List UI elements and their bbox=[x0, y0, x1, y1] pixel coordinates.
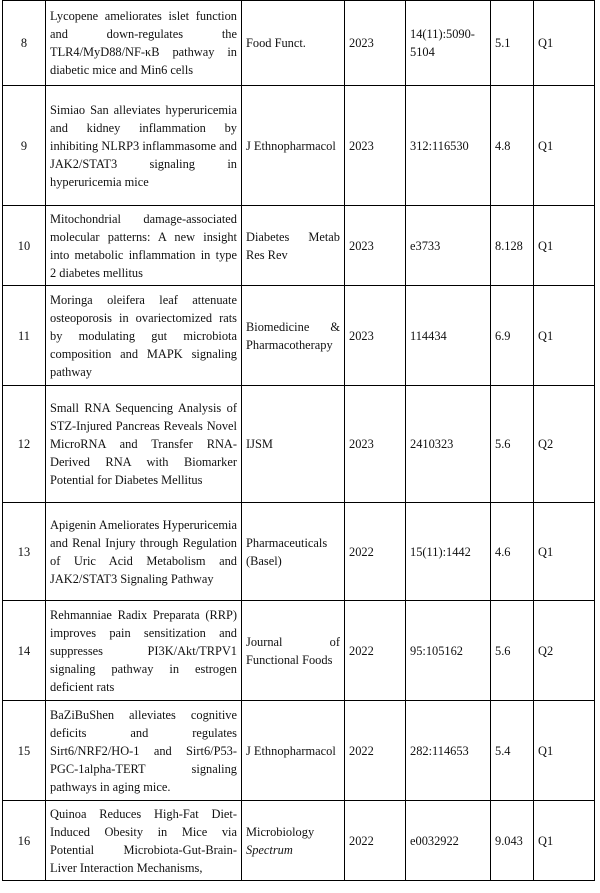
table-row bbox=[3, 386, 595, 503]
volume-pages: 95:105162 bbox=[406, 601, 491, 701]
row-number: 11 bbox=[3, 286, 46, 386]
journal-name-text: Journal of Functional Foods bbox=[246, 634, 340, 667]
journal-name bbox=[242, 386, 345, 503]
publication-year: 2022 bbox=[345, 701, 406, 801]
paper-title: Rehmanniae Radix Preparata (RRP) improves pain sensitization and suppresses PI3K/Akt/TRPV1 signaling pathway in estrogen deficient rats bbox=[46, 601, 242, 701]
row-number: 8 bbox=[3, 1, 46, 86]
volume-pages: 14(11):5090-5104 bbox=[406, 1, 491, 86]
volume-pages: e0032922 bbox=[406, 801, 491, 881]
quartile: Q2 bbox=[534, 601, 595, 701]
journal-name bbox=[242, 503, 345, 601]
journal-name-text: J Ethnopharmacol bbox=[246, 138, 336, 153]
paper-title: Moringa oleifera leaf attenuate osteoporosis in ovariectomized rats by modulating gut microbiota composition and MAPK signaling pathway bbox=[46, 286, 242, 386]
paper-title: Small RNA Sequencing Analysis of STZ-Injured Pancreas Reveals Novel MicroRNA and Transfer RNA-Derived RNA with Biomarker Potential for Diabetes Mellitus bbox=[46, 386, 242, 503]
journal-name-italic: Spectrum bbox=[246, 842, 293, 857]
paper-title: Quinoa Reduces High-Fat Diet-Induced Obesity in Mice via Potential Microbiota-Gut-Brain-Liver Interaction Mechanisms, bbox=[46, 801, 242, 881]
impact-factor: 5.6 bbox=[491, 601, 534, 701]
quartile: Q1 bbox=[534, 86, 595, 206]
table-row bbox=[3, 503, 595, 601]
impact-factor: 4.8 bbox=[491, 86, 534, 206]
table-row bbox=[3, 701, 595, 801]
journal-name bbox=[242, 601, 345, 701]
row-number: 9 bbox=[3, 86, 46, 206]
journal-name bbox=[242, 801, 345, 881]
publication-year: 2023 bbox=[345, 386, 406, 503]
paper-title: Apigenin Ameliorates Hyperuricemia and Renal Injury through Regulation of Uric Acid Metabolism and JAK2/STAT3 Signaling Pathway bbox=[46, 503, 242, 601]
table-row bbox=[3, 801, 595, 881]
publication-year: 2023 bbox=[345, 86, 406, 206]
impact-factor: 8.128 bbox=[491, 206, 534, 286]
journal-name-text: Diabetes Metab Res Rev bbox=[246, 229, 340, 262]
row-number: 14 bbox=[3, 601, 46, 701]
row-number: 15 bbox=[3, 701, 46, 801]
publication-year: 2023 bbox=[345, 286, 406, 386]
journal-name-text: Pharmaceuticals (Basel) bbox=[246, 535, 328, 568]
row-number: 10 bbox=[3, 206, 46, 286]
publication-year: 2023 bbox=[345, 206, 406, 286]
journal-name bbox=[242, 701, 345, 801]
table-row bbox=[3, 86, 595, 206]
row-number: 13 bbox=[3, 503, 46, 601]
table-row bbox=[3, 286, 595, 386]
row-number: 12 bbox=[3, 386, 46, 503]
journal-name bbox=[242, 206, 345, 286]
quartile: Q1 bbox=[534, 801, 595, 881]
volume-pages: 2410323 bbox=[406, 386, 491, 503]
quartile: Q2 bbox=[534, 386, 595, 503]
impact-factor: 4.6 bbox=[491, 503, 534, 601]
journal-name bbox=[242, 86, 345, 206]
paper-title: Simiao San alleviates hyperuricemia and kidney inflammation by inhibiting NLRP3 inflammasome and JAK2/STAT3 signaling in hyperuricemia mice bbox=[46, 86, 242, 206]
impact-factor: 9.043 bbox=[491, 801, 534, 881]
volume-pages: e3733 bbox=[406, 206, 491, 286]
publication-table bbox=[2, 0, 595, 881]
quartile: Q1 bbox=[534, 286, 595, 386]
publication-table-body bbox=[3, 1, 595, 881]
paper-title: BaZiBuShen alleviates cognitive deficits and regulates Sirt6/NRF2/HO-1 and Sirt6/P53-PGC-1alpha-TERT signaling pathways in aging mice. bbox=[46, 701, 242, 801]
paper-title: Mitochondrial damage-associated molecular patterns: A new insight into metabolic inflammation in type 2 diabetes mellitus bbox=[46, 206, 242, 286]
volume-pages: 114434 bbox=[406, 286, 491, 386]
volume-pages: 15(11):1442 bbox=[406, 503, 491, 601]
paper-title: Lycopene ameliorates islet function and down-regulates the TLR4/MyD88/NF-κB pathway in diabetic mice and Min6 cells bbox=[46, 1, 242, 86]
table-row bbox=[3, 601, 595, 701]
journal-name-text: J Ethnopharmacol bbox=[246, 743, 336, 758]
impact-factor: 5.1 bbox=[491, 1, 534, 86]
quartile: Q1 bbox=[534, 206, 595, 286]
publication-year: 2023 bbox=[345, 1, 406, 86]
impact-factor: 5.6 bbox=[491, 386, 534, 503]
volume-pages: 282:114653 bbox=[406, 701, 491, 801]
journal-name bbox=[242, 286, 345, 386]
quartile: Q1 bbox=[534, 701, 595, 801]
quartile: Q1 bbox=[534, 1, 595, 86]
table-row bbox=[3, 206, 595, 286]
publication-year: 2022 bbox=[345, 601, 406, 701]
quartile: Q1 bbox=[534, 503, 595, 601]
impact-factor: 5.4 bbox=[491, 701, 534, 801]
table-row bbox=[3, 1, 595, 86]
row-number: 16 bbox=[3, 801, 46, 881]
journal-name-text: IJSM bbox=[246, 437, 273, 451]
publication-year: 2022 bbox=[345, 801, 406, 881]
journal-name-text: Microbiology bbox=[246, 824, 315, 839]
volume-pages: 312:116530 bbox=[406, 86, 491, 206]
publication-year: 2022 bbox=[345, 503, 406, 601]
journal-name bbox=[242, 1, 345, 86]
journal-name-text: Biomedicine & Pharmacotherapy bbox=[246, 319, 340, 352]
impact-factor: 6.9 bbox=[491, 286, 534, 386]
journal-name-text: Food Funct. bbox=[246, 36, 306, 50]
